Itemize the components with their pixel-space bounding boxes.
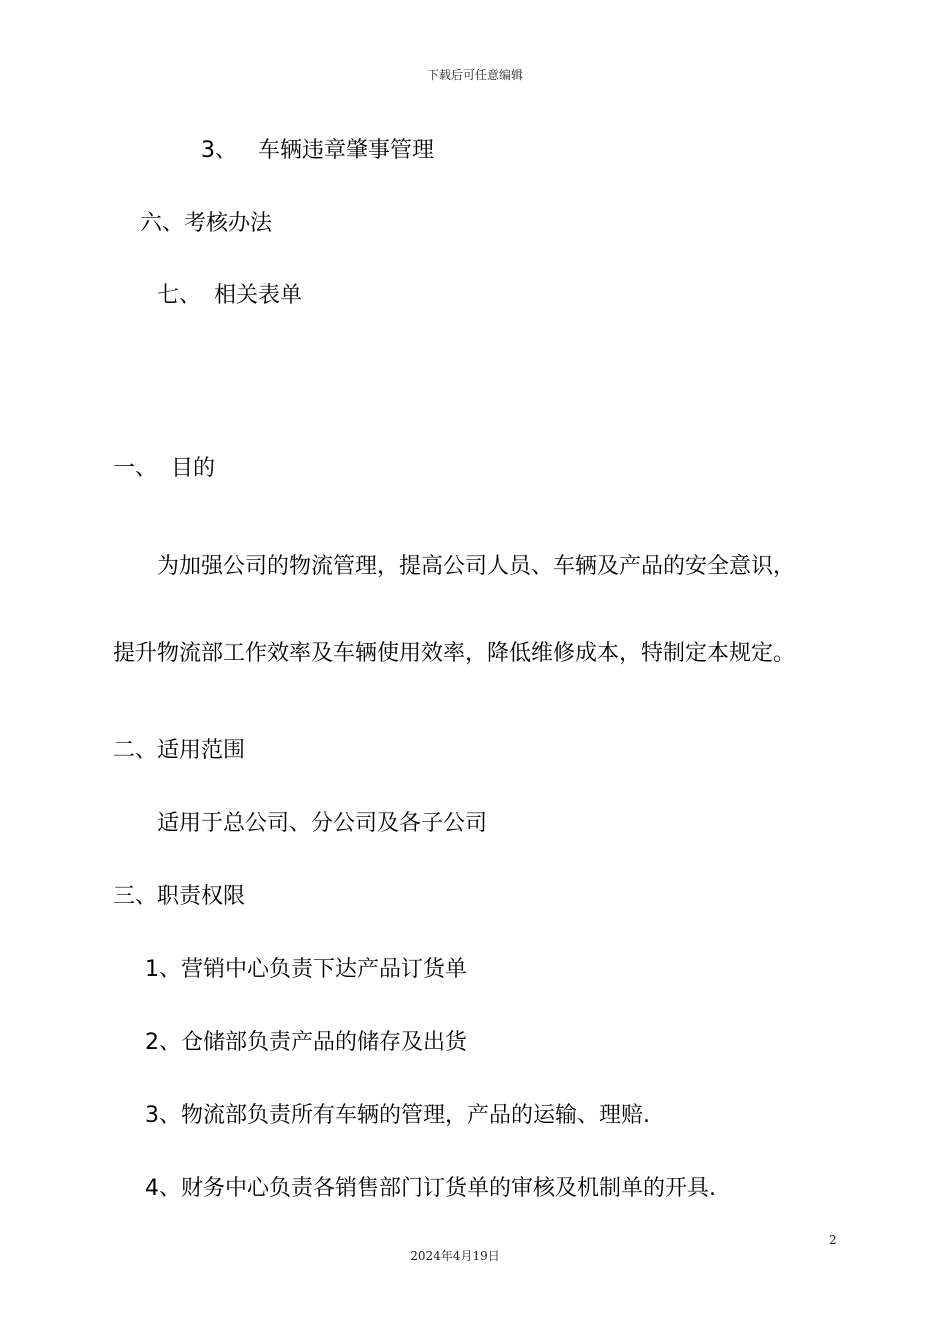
toc-item-3-number: 3、 (201, 138, 237, 163)
toc-section-6: 六、考核办法 (140, 211, 273, 236)
page-number: 2 (829, 1233, 837, 1247)
section-2-title: 二、适用范围 (113, 738, 246, 763)
section-3-item-2: 2、仓储部负责产品的储存及出货 (145, 1030, 467, 1055)
section-2-body: 适用于总公司、分公司及各子公司 (157, 811, 488, 836)
toc-section-7-number: 七、 (157, 283, 202, 308)
section-1-paragraph-line-2: 提升物流部工作效率及车辆使用效率，降低维修成本，特制定本规定。 (113, 641, 796, 666)
toc-item-3-label: 车辆违章肇事管理 (258, 138, 435, 163)
toc-section-7-label: 相关表单 (214, 283, 303, 308)
section-3-item-4: 4、财务中心负责各销售部门订货单的审核及机制单的开具. (145, 1176, 716, 1201)
section-3-item-3: 3、物流部负责所有车辆的管理，产品的运输、理赔. (145, 1103, 650, 1128)
section-1-title: 目的 (171, 456, 216, 481)
section-3-item-1: 1、营销中心负责下达产品订货单 (145, 957, 467, 982)
header-note: 下载后可任意编辑 (426, 68, 523, 82)
footer-date: 2024年4月19日 (410, 1249, 500, 1263)
section-3-title: 三、职责权限 (113, 884, 246, 909)
section-1-number: 一、 (113, 456, 158, 481)
section-1-paragraph-line-1: 为加强公司的物流管理，提高公司人员、车辆及产品的安全意识， (157, 554, 796, 579)
